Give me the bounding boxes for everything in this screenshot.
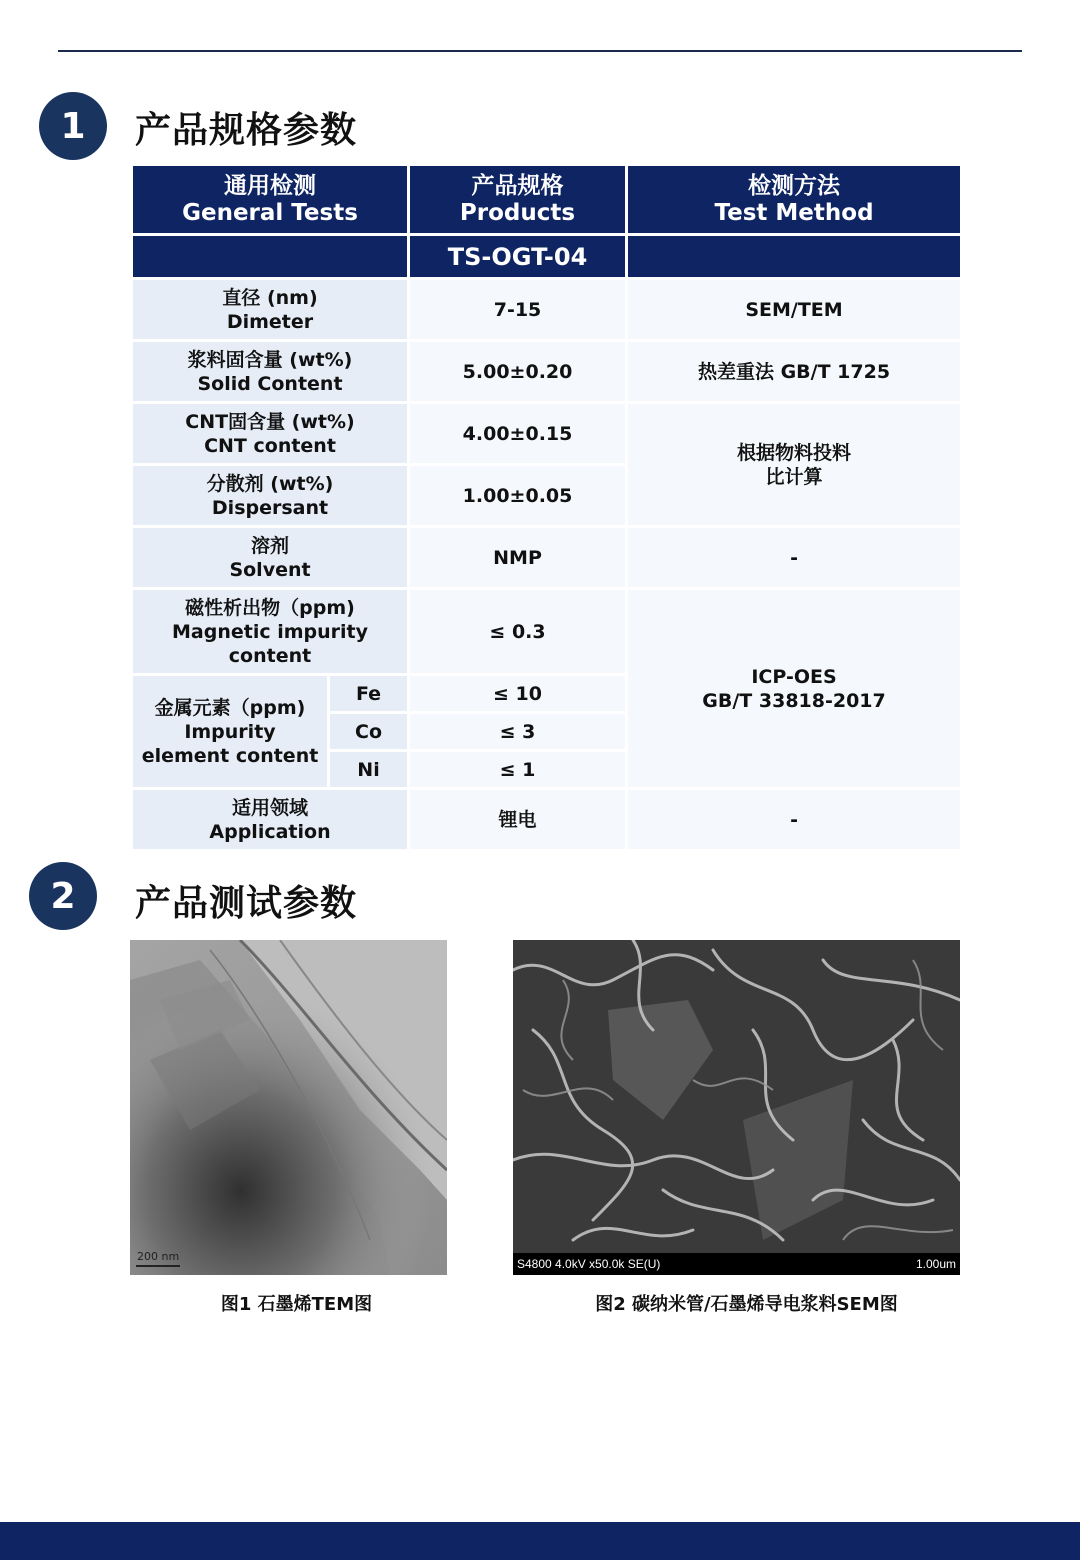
row-label: CNT固含量 (wt%) CNT content bbox=[132, 403, 409, 465]
table-header-row bbox=[132, 165, 962, 235]
section-1-title: 产品规格参数 bbox=[135, 110, 358, 151]
table-row bbox=[132, 279, 962, 341]
impurity-label: 金属元素（ppm) Impurity element content bbox=[132, 675, 329, 789]
row-method: - bbox=[627, 789, 962, 851]
table-row bbox=[132, 527, 962, 589]
tem-caption: 图1 石墨烯TEM图 bbox=[220, 1294, 373, 1315]
table-row bbox=[132, 789, 962, 851]
row-method: 热差重法 GB/T 1725 bbox=[627, 341, 962, 403]
top-rule bbox=[58, 50, 1022, 52]
spec-table bbox=[130, 163, 963, 852]
element-co-value: ≤ 3 bbox=[409, 713, 627, 751]
row-value: 7-15 bbox=[409, 279, 627, 341]
tem-image bbox=[130, 940, 447, 1275]
row-value: 5.00±0.20 bbox=[409, 341, 627, 403]
row-value: 锂电 bbox=[409, 789, 627, 851]
table-row bbox=[132, 403, 962, 465]
table-row bbox=[132, 589, 962, 675]
row-method: SEM/TEM bbox=[627, 279, 962, 341]
sem-caption: 图2 碳纳米管/石墨烯导电浆料SEM图 bbox=[595, 1294, 898, 1315]
header-blank bbox=[132, 235, 409, 279]
sem-info-bar bbox=[513, 1253, 960, 1275]
row-label: 适用领域 Application bbox=[132, 789, 409, 851]
row-value: 1.00±0.05 bbox=[409, 465, 627, 527]
header-products: 产品规格 Products bbox=[409, 165, 627, 235]
sem-image bbox=[513, 940, 960, 1275]
row-label: 浆料固含量 (wt%) Solid Content bbox=[132, 341, 409, 403]
sem-micrograph bbox=[513, 940, 960, 1253]
row-label: 磁性析出物（ppm) Magnetic impurity content bbox=[132, 589, 409, 675]
row-method: - bbox=[627, 527, 962, 589]
section-1-number: 1 bbox=[39, 92, 107, 160]
sem-info-text: S4800 4.0kV x50.0k SE(U) bbox=[517, 1257, 661, 1271]
section-2-title: 产品测试参数 bbox=[135, 883, 358, 924]
element-fe: Fe bbox=[329, 675, 409, 713]
row-value: 4.00±0.15 bbox=[409, 403, 627, 465]
element-co: Co bbox=[329, 713, 409, 751]
footer-band bbox=[0, 1522, 1080, 1560]
section-2-number: 2 bbox=[29, 862, 97, 930]
row-label: 溶剂 Solvent bbox=[132, 527, 409, 589]
sem-scale-label: 1.00um bbox=[915, 1257, 956, 1271]
row-label: 分散剂 (wt%) Dispersant bbox=[132, 465, 409, 527]
product-code-row bbox=[132, 235, 962, 279]
row-value: NMP bbox=[409, 527, 627, 589]
tem-scale-label: 200 nm bbox=[137, 1250, 180, 1263]
table-row bbox=[132, 341, 962, 403]
element-ni-value: ≤ 1 bbox=[409, 751, 627, 789]
row-label: 直径 (nm) Dimeter bbox=[132, 279, 409, 341]
product-code: TS-OGT-04 bbox=[409, 235, 627, 279]
element-ni: Ni bbox=[329, 751, 409, 789]
row-method-merged: 根据物料投料 比计算 bbox=[627, 403, 962, 527]
icp-method-merged: ICP-OES GB/T 33818-2017 bbox=[627, 589, 962, 789]
header-test-method: 检测方法 Test Method bbox=[627, 165, 962, 235]
row-value: ≤ 0.3 bbox=[409, 589, 627, 675]
element-fe-value: ≤ 10 bbox=[409, 675, 627, 713]
tem-micrograph bbox=[130, 940, 447, 1275]
header-general-tests: 通用检测 General Tests bbox=[132, 165, 409, 235]
header-blank bbox=[627, 235, 962, 279]
